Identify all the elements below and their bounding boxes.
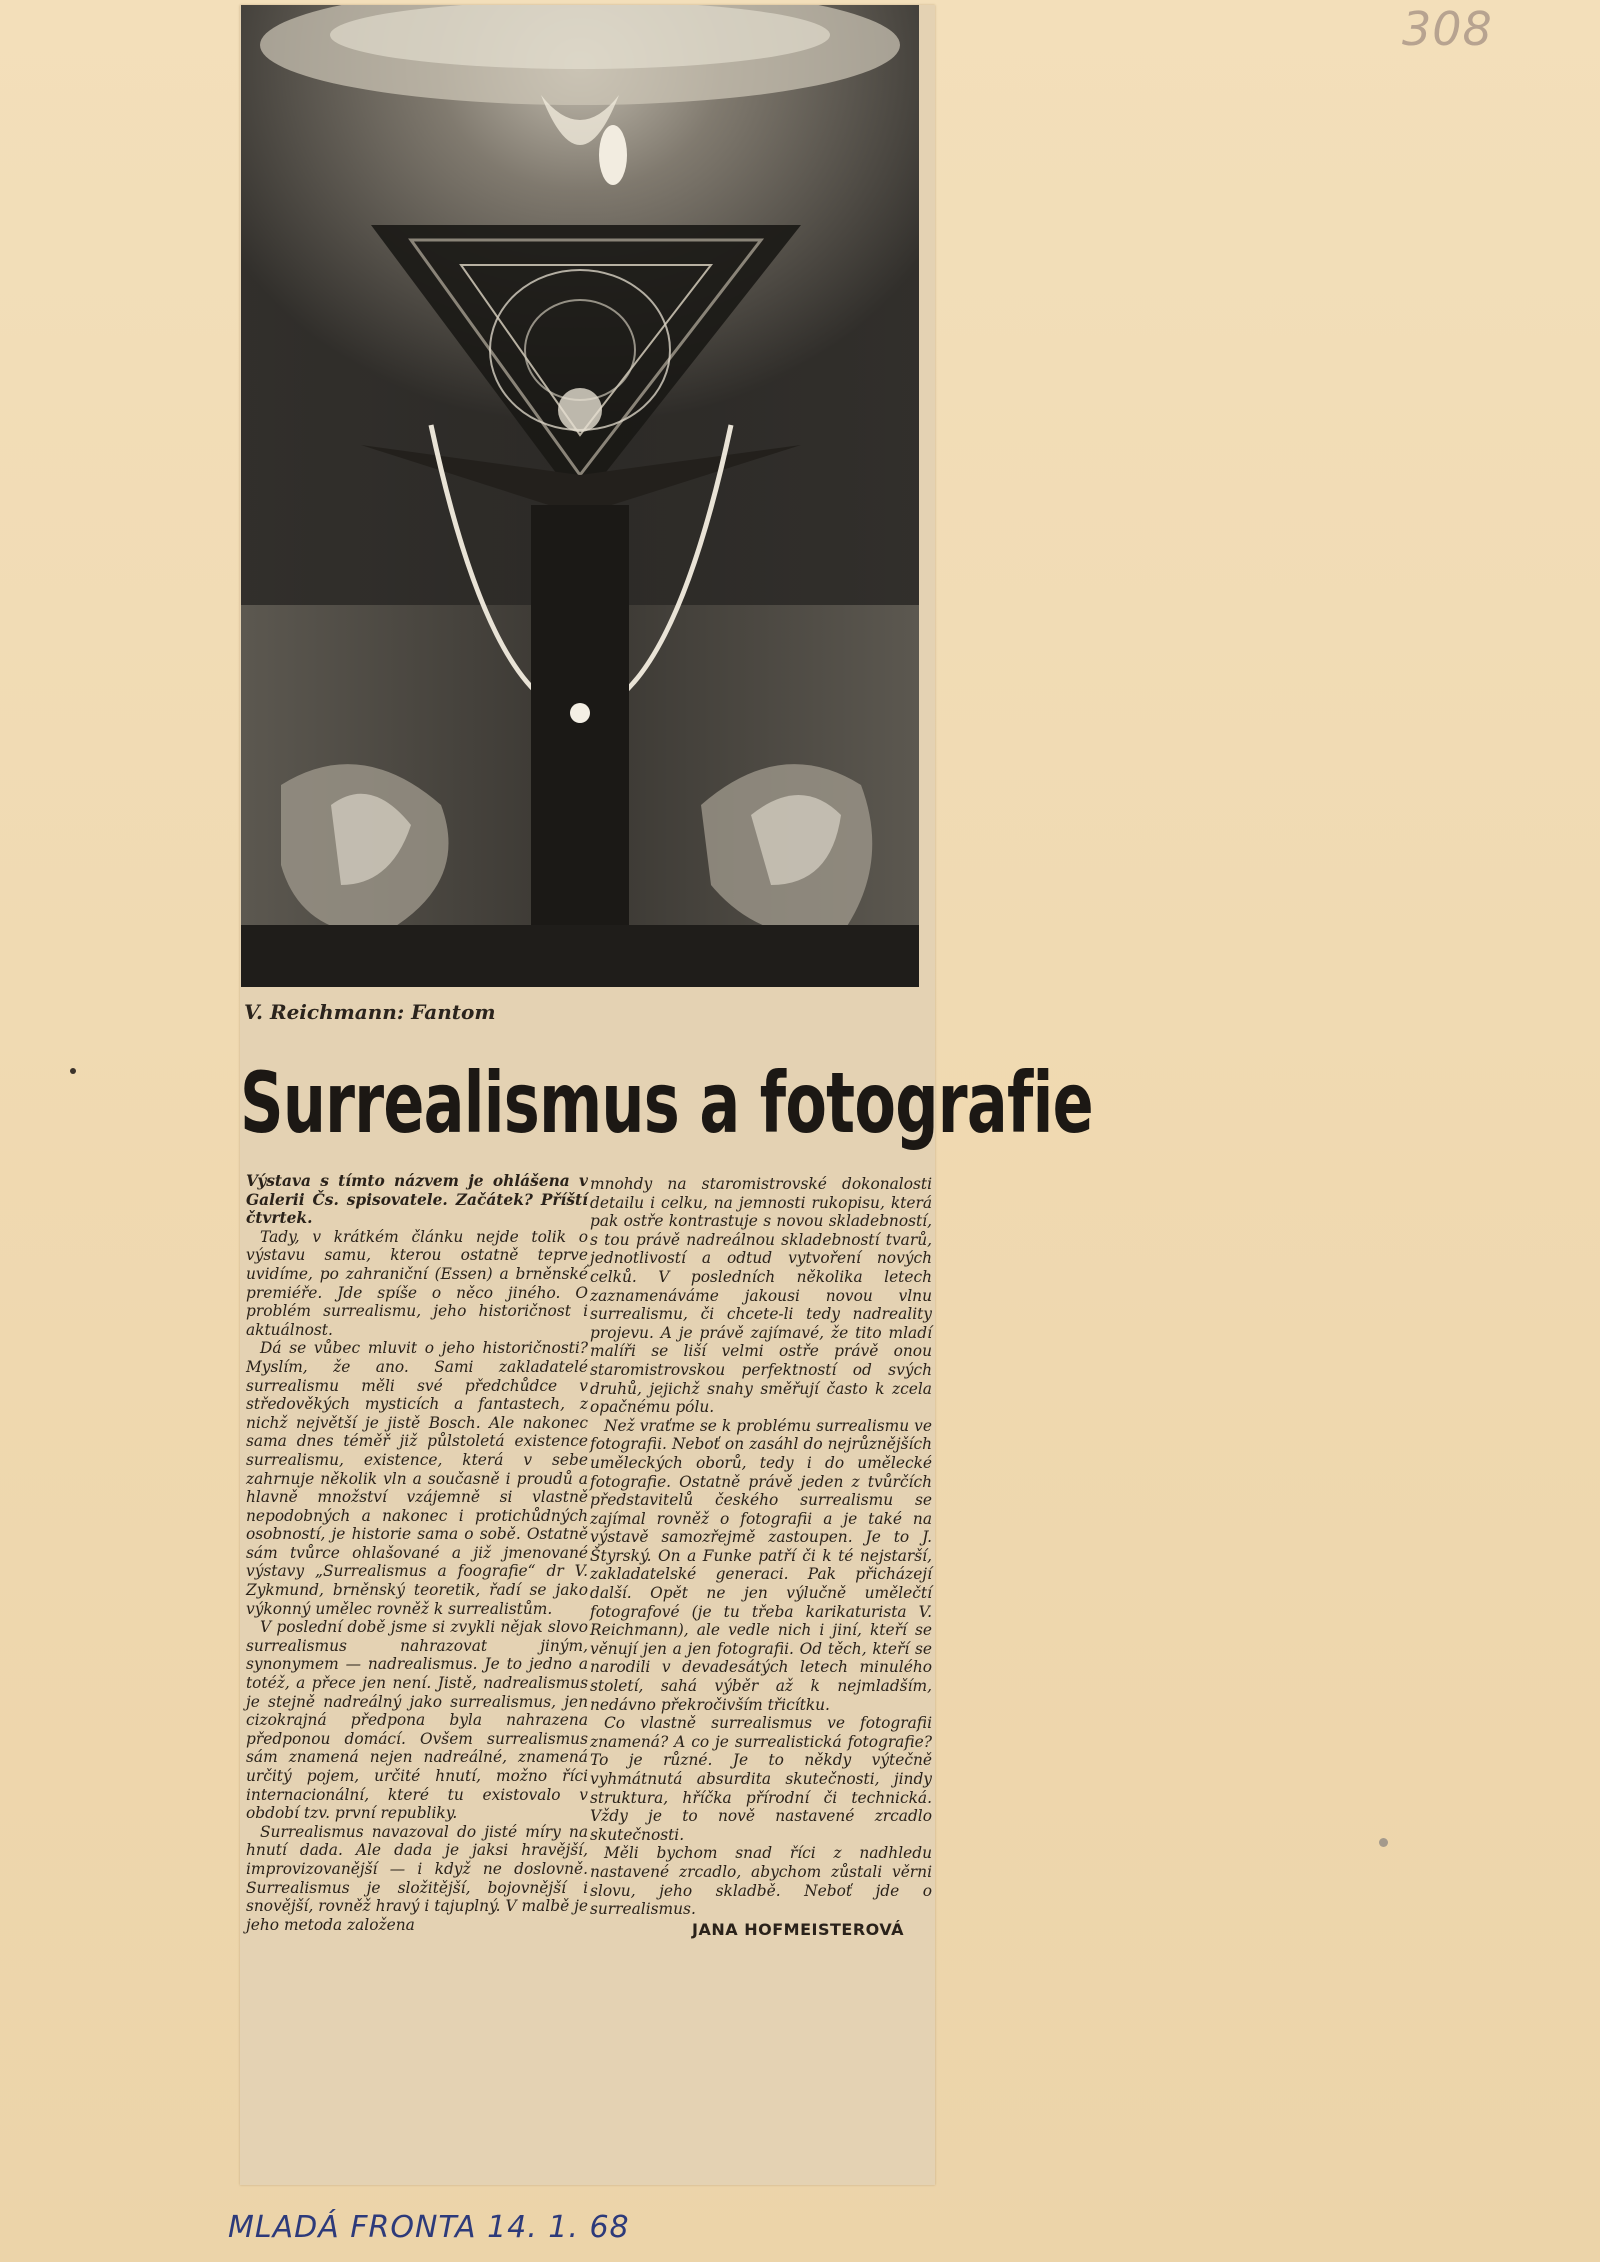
photo-caption: V. Reichmann: Fantom [244, 1000, 496, 1024]
article-author: JANA HOFMEISTEROVÁ [692, 1919, 904, 1939]
article-lead-paragraph: Výstava s tímto názvem je ohlášena v Galerii Čs. spisovatele. Začátek? Příští čtvrtek. [246, 1172, 588, 1228]
article-photograph [241, 5, 919, 987]
article-paragraph: Surrealismus navazoval do jisté míry na hnutí dada. Ale dada je jaksi hravější, improvizovanější — i když ne doslovně. Surrealismus je složitější, bojovnější i snovější, rovněž hravý i tajuplný. V malbě je jeho metoda založena [246, 1822, 588, 1934]
paper-speck [1379, 1838, 1388, 1847]
handwritten-source-note: MLADÁ FRONTA 14. 1. 68 [228, 2210, 630, 2245]
article-paragraph: mnohdy na staromistrovské dokonalosti detailu i celku, na jemnosti rukopisu, která pak ostře kontrastuje s novou skladebností, s tou právě nadreálnou skladebností tvarů, jednotlivostí a odtud vytvoření nových celků. V posledních několika letech zaznamenáváme jakousi novou vlnu surrealismu, či chcete-li tedy nadreality projevu. A je právě zajímavé, že tito mladí malíři se liší velmi ostře právě onou staromistrovskou perfektností od svých druhů, jejichž snahy směřují často k zcela opačnému pólu. [590, 1175, 932, 1417]
article-paragraph: Než vraťme se k problému surrealismu ve fotografii. Neboť on zasáhl do nejrůznějších uměleckých oborů, tedy i do umělecké fotografie. Ostatně právě jeden z tvůrčích představitelů českého surrealismu se zajímal rovněž o fotografii a je také na výstavě samozřejmě zastoupen. Je to J. Štyrský. On a Funke patří či k té nejstarší, zakladatelské generaci. Pak přicházejí další. Opět ne jen výlučně umělečtí fotografové (je tu třeba karikaturista V. Reichmann), ale vedle nich i jiní, kteří se věnují jen a jen fotografii. Od těch, kteří se narodili v devadesátých letech minulého století, sahá výběr až k nejmladším, nedávno překročivším třicítku. [590, 1416, 932, 1714]
article-headline: Surrealismus a fotografie [240, 1054, 1093, 1152]
paper-speck [70, 1068, 76, 1074]
article-paragraph: Měli bychom snad říci z nadhledu nastavené zrcadlo, abychom zůstali věrni slovu, jeho skladbě. Neboť jde o surrealismus. [590, 1844, 932, 1919]
article-paragraph: Dá se vůbec mluvit o jeho historičnosti? Myslím, že ano. Sami zakladatelé surrealismu měli své předchůdce v středověkých mysticích a fantastech, z nichž největší je jistě Bosch. Ale nakonec sama dnes téměř již půlstoletá existence surrealismu, existence, která v sebe zahrnuje několik vln a současně i proudů a hlavně množství vzájemně si vlastně nepodobných a nakonec i protichůdných osobností, je historie sama o sobě. Ostatně sám tvůrce ohlašované a již jmenované výstavy „Surrealismus a foografie“ dr V. Zykmund, brněnský teoretik, řadí se jako výkonný umělec rovněž k surrealistům. [246, 1339, 588, 1618]
article-column-right [590, 1175, 932, 1939]
article-paragraph: Co vlastně surrealismus ve fotografii znamená? A co je surrealistická fotografie? To je různé. Je to někdy výtečně vyhmátnutá absurdita skutečnosti, jindy struktura, hříčka přírodní či technická. Vždy je to nově nastavené zrcadlo skutečnosti. [590, 1714, 932, 1844]
surreal-artwork-image [241, 5, 919, 987]
page-number: 308 [1402, 2, 1493, 56]
article-paragraph: V poslední době jsme si zvykli nějak slovo surrealismus nahrazovat jiným, synonymem — nadrealismus. Je to jedno a totéž, a přece jen není. Jistě, nadrealismus je stejně nadreálný jako surrealismus, jen cizokrajná předpona byla nahrazena předponou domácí. Ovšem surrealismus sám znamená nejen nadreálné, znamená určitý pojem, určité hnutí, možno říci internacionální, které tu existovalo v období tzv. první republiky. [246, 1618, 588, 1823]
article-column-left [246, 1172, 588, 1934]
article-paragraph: Tady, v krátkém článku nejde tolik o výstavu samu, kterou ostatně teprve uvidíme, po zahraniční (Essen) a brněnské premiéře. Jde spíše o něco jiného. O problém surrealismu, jeho historičnost i aktuálnost. [246, 1227, 588, 1339]
